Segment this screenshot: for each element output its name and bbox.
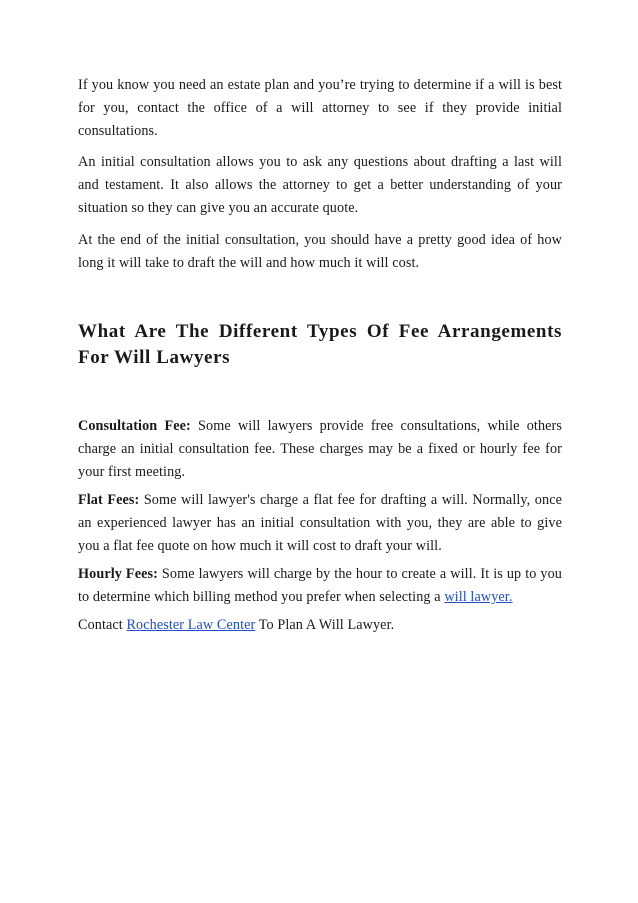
contact-prefix: Contact [78,617,127,633]
will-lawyer-link[interactable]: will lawyer. [444,589,513,605]
fee-description: Some will lawyers provide free consultations, while others charge an initial consultation fee. These charges may be a fixed or hourly fee for your first meeting. [78,418,562,480]
fee-term: Consultation Fee: [78,418,191,434]
fee-types-list [78,415,562,637]
intro-paragraph-2: An initial consultation allows you to ask any questions about drafting a last will and testament. It also allows the attorney to get a better understanding of your situation so they can give you an accurate quote. [78,154,562,216]
fee-item-hourly [78,563,562,609]
fee-item-flat [78,489,562,558]
fee-term: Flat Fees: [78,492,140,508]
section-heading: What Are The Different Types Of Fee Arrangements For Will Lawyers [78,321,562,368]
contact-suffix: To Plan A Will Lawyer. [255,617,395,633]
rochester-law-center-link[interactable]: Rochester Law Center [126,617,256,633]
intro-paragraph-1: If you know you need an estate plan and you’re trying to determine if a will is best for you, contact the office of a will attorney to see if they provide initial consultations. [78,77,562,139]
fee-description: Some will lawyer's charge a flat fee for drafting a will. Normally, once an experienced lawyer has an initial consultation with you, they are able to give you a flat fee quote on how much it will cost to draft your will. [78,492,562,554]
intro-paragraph-3: At the end of the initial consultation, you should have a pretty good idea of how long it will take to draft the will and how much it will cost. [78,232,562,271]
fee-item-consultation [78,415,562,484]
fee-description: Some lawyers will charge by the hour to create a will. It is up to you to determine which billing method you prefer when selecting a [78,566,562,605]
document-page [78,74,562,642]
fee-term: Hourly Fees: [78,566,158,582]
contact-line [78,614,562,637]
